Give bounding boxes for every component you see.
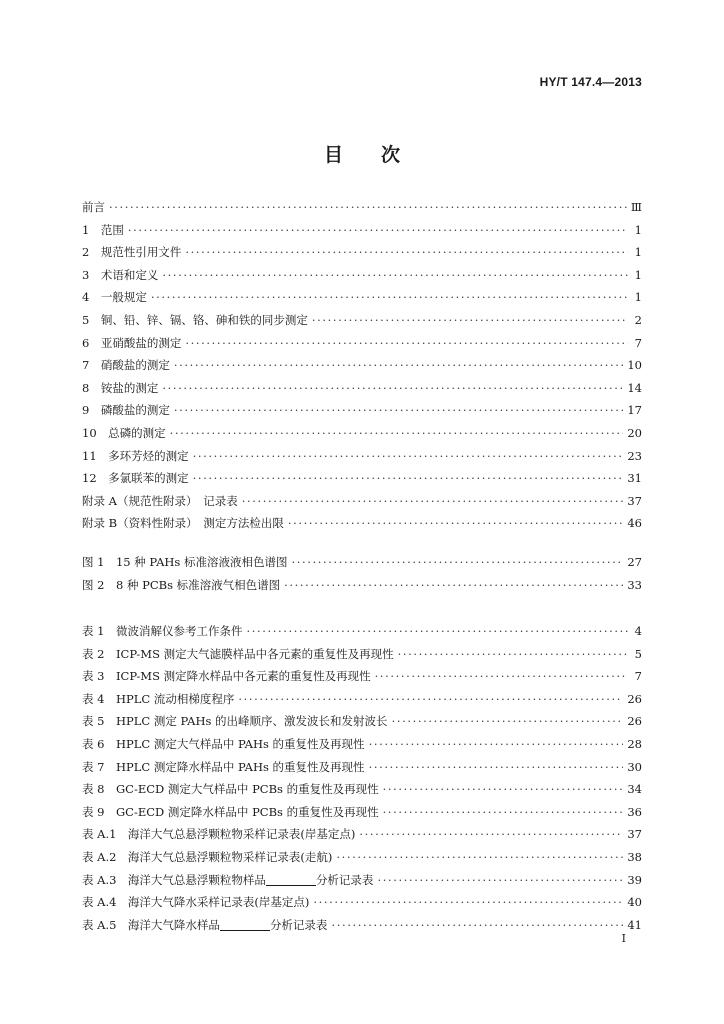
toc-entry-label — [82, 445, 189, 468]
toc-table-entry[interactable] — [82, 665, 642, 688]
toc-entry-label — [82, 891, 309, 914]
toc-entry-label — [82, 467, 189, 490]
toc-entry-page: 23 — [627, 448, 642, 463]
toc-entry-page: 27 — [627, 555, 642, 569]
toc-entry-text: 5 铜、铅、锌、镉、铬、砷和铁的同步测定 — [82, 312, 308, 327]
toc-entry-label — [82, 846, 332, 869]
page-number: I — [621, 932, 626, 945]
toc-entry-page: 1 — [634, 267, 642, 282]
dot-leader — [359, 823, 623, 846]
dot-leader — [170, 422, 624, 445]
toc-entry-page: 17 — [627, 403, 642, 418]
fill-in-blank — [220, 918, 270, 931]
toc-entry-text: 附录 A（规范性附录） 记录表 — [82, 493, 238, 508]
toc-table-entry[interactable] — [82, 620, 642, 643]
toc-entry-text: 表 A.1 海洋大气总悬浮颗粒物采样记录表(岸基定点) — [82, 827, 356, 842]
toc-entry[interactable] — [82, 332, 642, 355]
toc-entry-page: 36 — [627, 804, 642, 819]
toc-figure-entry[interactable] — [82, 574, 642, 597]
toc-entry-text: 8 铵盐的测定 — [82, 380, 159, 395]
toc-entry[interactable] — [82, 422, 642, 445]
toc-entry-text: 表 1 微波消解仪参考工作条件 — [82, 624, 243, 638]
toc-entry-page: 2 — [634, 312, 642, 327]
toc-entry-page: 34 — [627, 782, 642, 797]
dot-leader — [288, 512, 624, 535]
toc-entry-page: 46 — [627, 516, 642, 531]
toc-entry-label — [82, 354, 170, 377]
toc-entry[interactable] — [82, 512, 642, 535]
toc-entry-page: 1 — [634, 290, 642, 305]
toc-entry-label — [82, 665, 371, 688]
toc-entry-page: 40 — [627, 895, 642, 910]
toc-entry-label — [82, 422, 166, 445]
dot-leader — [193, 445, 624, 468]
toc-entry-label — [82, 801, 379, 824]
toc-entry-text: 3 术语和定义 — [82, 267, 159, 282]
toc-entry-label — [82, 490, 238, 513]
toc-entry-suffix: 分析记录表 — [315, 872, 374, 887]
toc-table-entry[interactable] — [82, 778, 642, 801]
toc-entry-label — [82, 377, 158, 400]
dot-leader — [398, 643, 628, 666]
toc-entry-text: 表 3 ICP-MS 测定降水样品中各元素的重复性及再现性 — [82, 669, 371, 684]
toc-entry[interactable] — [82, 309, 642, 332]
dot-leader — [383, 801, 624, 824]
toc-entry-text: 7 硝酸盐的测定 — [82, 358, 170, 373]
title-char-2: 次 — [381, 144, 401, 166]
dot-leader — [369, 756, 624, 779]
toc-entry-page: 14 — [627, 380, 642, 395]
dot-leader — [246, 620, 628, 643]
toc-entry[interactable] — [82, 445, 642, 468]
toc-entry-label — [82, 264, 158, 287]
toc-entry-text: 表 9 GC-ECD 测定降水样品中 PCBs 的重复性及再现性 — [82, 804, 379, 819]
toc-entry-page: 20 — [627, 425, 642, 440]
toc-entry-text: 1 范围 — [82, 222, 124, 237]
toc-entry-label — [82, 914, 327, 937]
toc-entry-label — [82, 309, 308, 332]
toc-entry-label — [82, 733, 365, 756]
toc-entry-page: 28 — [627, 736, 642, 751]
toc-entry-page: 5 — [634, 646, 642, 661]
toc-entry[interactable] — [82, 241, 642, 264]
toc-figures-section — [82, 551, 642, 596]
toc-entry-text: 4 一般规定 — [82, 290, 147, 305]
fill-in-blank — [266, 873, 316, 886]
toc-entry-page: 10 — [627, 358, 642, 373]
toc-entry-text: 表 A.4 海洋大气降水采样记录表(岸基定点) — [82, 895, 310, 910]
toc-tables-section — [82, 620, 642, 936]
dot-leader — [375, 665, 628, 688]
toc-entry-label — [82, 778, 379, 801]
dot-leader — [284, 574, 623, 597]
toc-entry-suffix: 分析记录表 — [269, 917, 328, 932]
toc-entry-label — [82, 551, 288, 574]
toc-entry-text: 图 2 8 种 PCBs 标准溶液气相色谱图 — [82, 577, 281, 592]
dot-leader — [185, 241, 628, 264]
dot-leader — [312, 309, 628, 332]
dot-leader — [238, 688, 623, 711]
toc-entry-label — [82, 574, 280, 597]
toc-entry-label — [82, 710, 388, 733]
toc-entry-text: 附录 B（资料性附录） 测定方法检出限 — [82, 516, 284, 531]
toc-entry-label — [82, 869, 373, 892]
toc-entry-text: 11 多环芳烃的测定 — [82, 448, 189, 463]
toc-entry[interactable] — [82, 286, 642, 309]
toc-entry-text: 2 规范性引用文件 — [82, 245, 182, 260]
dot-leader — [383, 778, 624, 801]
toc-entry-text: 6 亚硝酸盐的测定 — [82, 335, 182, 350]
toc-table-entry[interactable] — [82, 801, 642, 824]
toc-entry-page: 37 — [627, 827, 642, 842]
toc-entry-text: 12 多氯联苯的测定 — [82, 471, 189, 486]
dot-leader — [185, 332, 628, 355]
toc-table-entry[interactable] — [82, 869, 642, 892]
toc-table-entry[interactable] — [82, 733, 642, 756]
toc-entry-page: 37 — [627, 493, 642, 508]
toc-entry-label — [82, 688, 234, 711]
toc-table-entry[interactable] — [82, 643, 642, 666]
toc-entry-page: 26 — [627, 691, 642, 706]
toc-entry[interactable] — [82, 219, 642, 242]
toc-entry-page: 31 — [627, 471, 642, 486]
toc-entry-page: 1 — [634, 245, 642, 260]
toc-entry[interactable] — [82, 399, 642, 422]
toc-entry-text: 前言 — [82, 200, 105, 214]
toc-entry-label — [82, 823, 355, 846]
toc-table-entry[interactable] — [82, 823, 642, 846]
dot-leader — [336, 846, 623, 869]
toc-entry-page: 26 — [627, 714, 642, 729]
toc-entry-label — [82, 286, 147, 309]
dot-leader — [313, 891, 623, 914]
standard-code: HY/T 147.4—2013 — [539, 75, 642, 89]
toc-entry-page: 7 — [634, 335, 642, 350]
toc-entry-page: 39 — [627, 872, 642, 887]
dot-leader — [292, 551, 624, 574]
toc-entry[interactable] — [82, 354, 642, 377]
toc-entry-label — [82, 196, 105, 219]
toc-entry[interactable] — [82, 490, 642, 513]
dot-leader — [242, 490, 624, 513]
toc-table-entry[interactable] — [82, 710, 642, 733]
toc-entry-label — [82, 620, 242, 643]
toc-entry-page: 30 — [627, 759, 642, 774]
toc-table-entry[interactable] — [82, 891, 642, 914]
dot-leader — [151, 286, 628, 309]
toc-entry-text: 图 1 15 种 PAHs 标准溶液液相色谱图 — [82, 555, 288, 569]
toc-entry-label — [82, 332, 181, 355]
toc-entry-text: 表 A.3 海洋大气总悬浮颗粒物样品 — [82, 872, 266, 887]
toc-entry-page: 1 — [634, 222, 642, 237]
dot-leader — [377, 869, 623, 892]
toc-entry-page: 33 — [627, 577, 642, 592]
toc-entry-text: 表 A.5 海洋大气降水样品 — [82, 917, 220, 932]
toc-entry[interactable] — [82, 467, 642, 490]
dot-leader — [331, 914, 623, 937]
toc-entry[interactable] — [82, 264, 642, 287]
toc-entry-label — [82, 512, 284, 535]
page-title — [0, 140, 724, 167]
toc-entry-text: 表 5 HPLC 测定 PAHs 的出峰顺序、激发波长和发射波长 — [82, 714, 388, 729]
toc-entry-text: 9 磷酸盐的测定 — [82, 403, 170, 418]
toc-entry-page: 4 — [634, 624, 642, 638]
dot-leader — [174, 354, 624, 377]
dot-leader — [193, 467, 624, 490]
toc-entry-label — [82, 399, 170, 422]
dot-leader — [162, 377, 623, 400]
toc-figure-entry[interactable] — [82, 551, 642, 574]
toc-entry[interactable] — [82, 196, 642, 219]
toc-entry[interactable] — [82, 377, 642, 400]
toc-entry-text: 表 4 HPLC 流动相梯度程序 — [82, 691, 235, 706]
toc-table-entry[interactable] — [82, 914, 642, 937]
title-char-1: 目 — [323, 144, 343, 166]
dot-leader — [174, 399, 624, 422]
toc-entry-page: Ⅲ — [630, 200, 642, 214]
toc-table-entry[interactable] — [82, 756, 642, 779]
dot-leader — [369, 733, 624, 756]
toc-entry-text: 表 6 HPLC 测定大气样品中 PAHs 的重复性及再现性 — [82, 736, 365, 751]
toc-entry-text: 表 A.2 海洋大气总悬浮颗粒物采样记录表(走航) — [82, 849, 333, 864]
toc-entry-label — [82, 756, 365, 779]
toc-entry-text: 表 8 GC-ECD 测定大气样品中 PCBs 的重复性及再现性 — [82, 782, 379, 797]
dot-leader — [109, 196, 627, 219]
toc-entry-label — [82, 643, 394, 666]
dot-leader — [392, 710, 624, 733]
toc-entry-text: 10 总磷的测定 — [82, 425, 166, 440]
toc-entry-text: 表 7 HPLC 测定降水样品中 PAHs 的重复性及再现性 — [82, 759, 365, 774]
toc-table-entry[interactable] — [82, 688, 642, 711]
dot-leader — [162, 264, 628, 287]
toc-main-section — [82, 196, 642, 535]
toc-entry-page: 7 — [634, 669, 642, 684]
toc-entry-page: 38 — [627, 849, 642, 864]
toc-entry-label — [82, 219, 124, 242]
toc-entry-text: 表 2 ICP-MS 测定大气滤膜样品中各元素的重复性及再现性 — [82, 646, 394, 661]
toc-entry-label — [82, 241, 181, 264]
dot-leader — [128, 219, 628, 242]
toc-entry-page: 41 — [627, 917, 642, 932]
toc-table-entry[interactable] — [82, 846, 642, 869]
